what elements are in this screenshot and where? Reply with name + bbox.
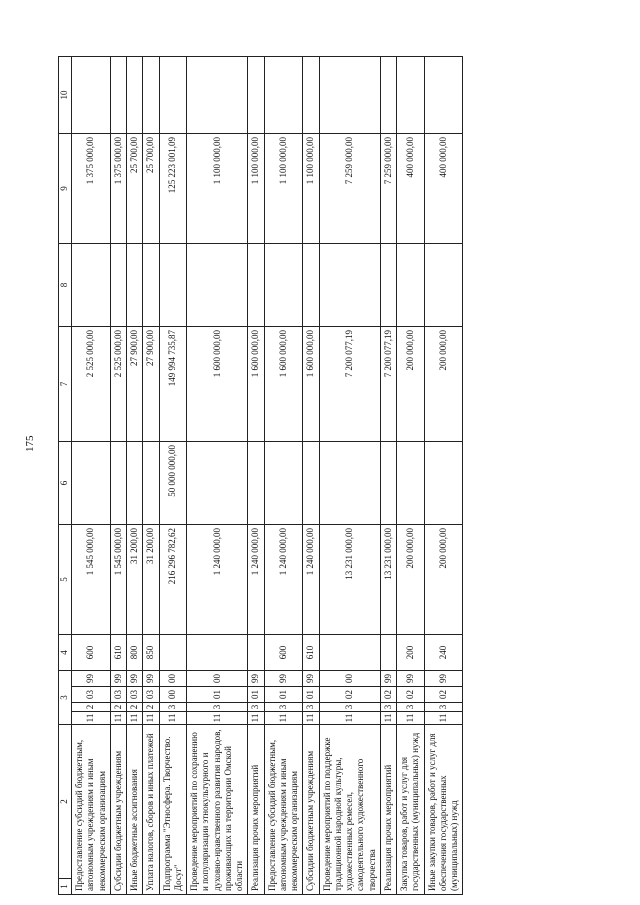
- code-section: 11: [380, 712, 396, 725]
- code-program: 2: [72, 703, 111, 712]
- value-col6: [248, 442, 264, 525]
- value-col8: [303, 244, 319, 327]
- page-number: 175: [24, 435, 36, 452]
- code-section: 11: [303, 712, 319, 725]
- code-section: 11: [159, 712, 187, 725]
- code-program: 3: [380, 703, 396, 712]
- table-row: [303, 57, 319, 895]
- value-col10: [397, 57, 425, 134]
- value-col5: 1 240 000,00: [303, 525, 319, 635]
- value-col6: [143, 442, 159, 525]
- header-cell: 4: [59, 635, 72, 671]
- value-col7: 1 600 000,00: [187, 327, 248, 442]
- value-col8: [264, 244, 303, 327]
- value-col5: 1 240 000,00: [248, 525, 264, 635]
- code-direction: 99: [72, 671, 111, 687]
- value-col10: [303, 57, 319, 134]
- row-name: Субсидии бюджетным учреждениям: [303, 725, 319, 895]
- value-col6: [380, 442, 396, 525]
- code-direction: 99: [264, 671, 303, 687]
- value-col9: 1 375 000,00: [72, 134, 111, 244]
- code-program: 3: [319, 703, 380, 712]
- expense-type: 600: [72, 635, 111, 671]
- value-col9: 7 259 000,00: [380, 134, 396, 244]
- value-col8: [110, 244, 126, 327]
- code-subprogram: 03: [72, 687, 111, 703]
- header-cell: 1: [59, 879, 72, 895]
- value-col5: 13 231 000,00: [380, 525, 396, 635]
- value-col8: [127, 244, 143, 327]
- code-program: 2: [127, 703, 143, 712]
- row-name: Предоставление субсидий бюджетным, автономным учреждениям и иным некоммерческим организациям: [72, 725, 111, 895]
- code-section: 11: [72, 712, 111, 725]
- value-col5: 31 200,00: [143, 525, 159, 635]
- value-col7: 2 525 000,00: [72, 327, 111, 442]
- expense-type: [187, 635, 248, 671]
- value-col10: [187, 57, 248, 134]
- value-col7: 7 200 077,19: [319, 327, 380, 442]
- value-col10: [424, 57, 463, 134]
- value-col9: 400 000,00: [397, 134, 425, 244]
- header-cell: 3: [59, 671, 72, 725]
- header-cell: 9: [59, 134, 72, 244]
- value-col5: 31 200,00: [127, 525, 143, 635]
- expense-type: 800: [127, 635, 143, 671]
- code-direction: 00: [319, 671, 380, 687]
- expense-type: [380, 635, 396, 671]
- table-row: [380, 57, 396, 895]
- code-section: 11: [248, 712, 264, 725]
- table-row: [248, 57, 264, 895]
- value-col5: 1 545 000,00: [110, 525, 126, 635]
- header-cell: 5: [59, 525, 72, 635]
- header-cell: 10: [59, 57, 72, 134]
- table-row: [319, 57, 380, 895]
- value-col6: 50 000 000,00: [159, 442, 187, 525]
- value-col5: 1 240 000,00: [264, 525, 303, 635]
- row-name: Закупка товаров, работ и услуг для государственных (муниципальных) нужд: [397, 725, 425, 895]
- code-subprogram: 03: [127, 687, 143, 703]
- expense-type: 240: [424, 635, 463, 671]
- code-section: 11: [424, 712, 463, 725]
- value-col7: 27 900,00: [143, 327, 159, 442]
- code-subprogram: 02: [319, 687, 380, 703]
- value-col7: 1 600 000,00: [264, 327, 303, 442]
- value-col5: 13 231 000,00: [319, 525, 380, 635]
- value-col6: [187, 442, 248, 525]
- value-col7: 1 600 000,00: [248, 327, 264, 442]
- table-row: [159, 57, 187, 895]
- value-col6: [72, 442, 111, 525]
- code-subprogram: 00: [159, 687, 187, 703]
- value-col6: [424, 442, 463, 525]
- value-col9: 1 100 000,00: [264, 134, 303, 244]
- expense-type: 610: [110, 635, 126, 671]
- code-subprogram: 02: [424, 687, 463, 703]
- table-row: [187, 57, 248, 895]
- code-section: 11: [264, 712, 303, 725]
- code-direction: 99: [110, 671, 126, 687]
- code-subprogram: 01: [303, 687, 319, 703]
- value-col10: [72, 57, 111, 134]
- code-direction: 99: [397, 671, 425, 687]
- code-direction: 99: [380, 671, 396, 687]
- row-name: Иные бюджетные ассигнования: [127, 725, 143, 895]
- table-row: [127, 57, 143, 895]
- value-col8: [159, 244, 187, 327]
- value-col9: 400 000,00: [424, 134, 463, 244]
- value-col8: [319, 244, 380, 327]
- expense-type: 200: [397, 635, 425, 671]
- value-col7: 1 600 000,00: [303, 327, 319, 442]
- value-col10: [127, 57, 143, 134]
- table-row: [110, 57, 126, 895]
- table-row: [424, 57, 463, 895]
- value-col10: [110, 57, 126, 134]
- row-name: Субсидии бюджетным учреждениям: [110, 725, 126, 895]
- code-section: 11: [187, 712, 248, 725]
- code-section: 11: [127, 712, 143, 725]
- value-col10: [159, 57, 187, 134]
- table-row: [143, 57, 159, 895]
- code-direction: 99: [424, 671, 463, 687]
- value-col8: [424, 244, 463, 327]
- code-section: 11: [319, 712, 380, 725]
- expense-type: [159, 635, 187, 671]
- code-program: 3: [159, 703, 187, 712]
- value-col9: 1 100 000,00: [187, 134, 248, 244]
- header-cell: 2: [59, 725, 72, 879]
- expense-type: 600: [264, 635, 303, 671]
- code-direction: 99: [127, 671, 143, 687]
- value-col7: 200 000,00: [397, 327, 425, 442]
- code-direction: 99: [248, 671, 264, 687]
- code-section: 11: [143, 712, 159, 725]
- expense-type: 850: [143, 635, 159, 671]
- expense-type: [248, 635, 264, 671]
- value-col6: [127, 442, 143, 525]
- code-program: 2: [110, 703, 126, 712]
- value-col8: [72, 244, 111, 327]
- row-name: Иные закупки товаров, работ и услуг для обеспечения государственных (муниципальных) нужд: [424, 725, 463, 895]
- table-row: [72, 57, 111, 895]
- code-subprogram: 01: [187, 687, 248, 703]
- code-program: 3: [397, 703, 425, 712]
- row-name: Проведение мероприятий по поддержке традиционной народной культуры, художественных ремесел, самодеятельного художественного творчества: [319, 725, 380, 895]
- value-col7: 2 525 000,00: [110, 327, 126, 442]
- value-col9: 125 223 001,09: [159, 134, 187, 244]
- value-col10: [143, 57, 159, 134]
- value-col9: 25 700,00: [127, 134, 143, 244]
- code-direction: 00: [159, 671, 187, 687]
- code-program: 3: [187, 703, 248, 712]
- value-col6: [110, 442, 126, 525]
- value-col6: [319, 442, 380, 525]
- value-col7: 149 994 735,87: [159, 327, 187, 442]
- row-name: Подпрограмма "Этносфера. Творчество. Досуг": [159, 725, 187, 895]
- code-program: 3: [264, 703, 303, 712]
- row-name: Реализация прочих мероприятий: [380, 725, 396, 895]
- value-col10: [319, 57, 380, 134]
- row-name: Реализация прочих мероприятий: [248, 725, 264, 895]
- code-program: 3: [303, 703, 319, 712]
- code-subprogram: 03: [110, 687, 126, 703]
- value-col5: 1 545 000,00: [72, 525, 111, 635]
- header-row: [59, 57, 72, 895]
- table-row: [264, 57, 303, 895]
- code-subprogram: 01: [264, 687, 303, 703]
- code-direction: 99: [303, 671, 319, 687]
- value-col10: [264, 57, 303, 134]
- code-direction: 00: [187, 671, 248, 687]
- code-subprogram: 02: [397, 687, 425, 703]
- row-name: Предоставление субсидий бюджетным, автономным учреждениям и иным некоммерческим организациям: [264, 725, 303, 895]
- value-col9: 25 700,00: [143, 134, 159, 244]
- value-col8: [380, 244, 396, 327]
- header-cell: 8: [59, 244, 72, 327]
- value-col9: 1 375 000,00: [110, 134, 126, 244]
- code-direction: 99: [143, 671, 159, 687]
- value-col5: 1 240 000,00: [187, 525, 248, 635]
- value-col5: 200 000,00: [424, 525, 463, 635]
- value-col5: 200 000,00: [397, 525, 425, 635]
- value-col5: 216 296 782,62: [159, 525, 187, 635]
- code-program: 2: [143, 703, 159, 712]
- value-col10: [380, 57, 396, 134]
- value-col6: [264, 442, 303, 525]
- value-col6: [397, 442, 425, 525]
- budget-table: [58, 56, 463, 895]
- value-col7: 7 200 077,19: [380, 327, 396, 442]
- value-col9: 1 100 000,00: [248, 134, 264, 244]
- code-section: 11: [397, 712, 425, 725]
- value-col8: [143, 244, 159, 327]
- code-program: 3: [424, 703, 463, 712]
- row-name: Проведение мероприятий по сохранению и популяризации этнокультурного и духовно-нравственного развития народов, проживающих на территории Омской области: [187, 725, 248, 895]
- row-name: Уплата налогов, сборов и иных платежей: [143, 725, 159, 895]
- code-subprogram: 01: [248, 687, 264, 703]
- expense-type: [319, 635, 380, 671]
- code-program: 3: [248, 703, 264, 712]
- code-subprogram: 02: [380, 687, 396, 703]
- table-row: [397, 57, 425, 895]
- expense-type: 610: [303, 635, 319, 671]
- value-col8: [187, 244, 248, 327]
- value-col9: 1 100 000,00: [303, 134, 319, 244]
- value-col8: [248, 244, 264, 327]
- code-section: 11: [110, 712, 126, 725]
- value-col7: 200 000,00: [424, 327, 463, 442]
- value-col7: 27 900,00: [127, 327, 143, 442]
- rotated-page: [58, 57, 628, 895]
- value-col10: [248, 57, 264, 134]
- value-col8: [397, 244, 425, 327]
- header-cell: 7: [59, 327, 72, 442]
- header-cell: 6: [59, 442, 72, 525]
- code-subprogram: 03: [143, 687, 159, 703]
- value-col9: 7 259 000,00: [319, 134, 380, 244]
- value-col6: [303, 442, 319, 525]
